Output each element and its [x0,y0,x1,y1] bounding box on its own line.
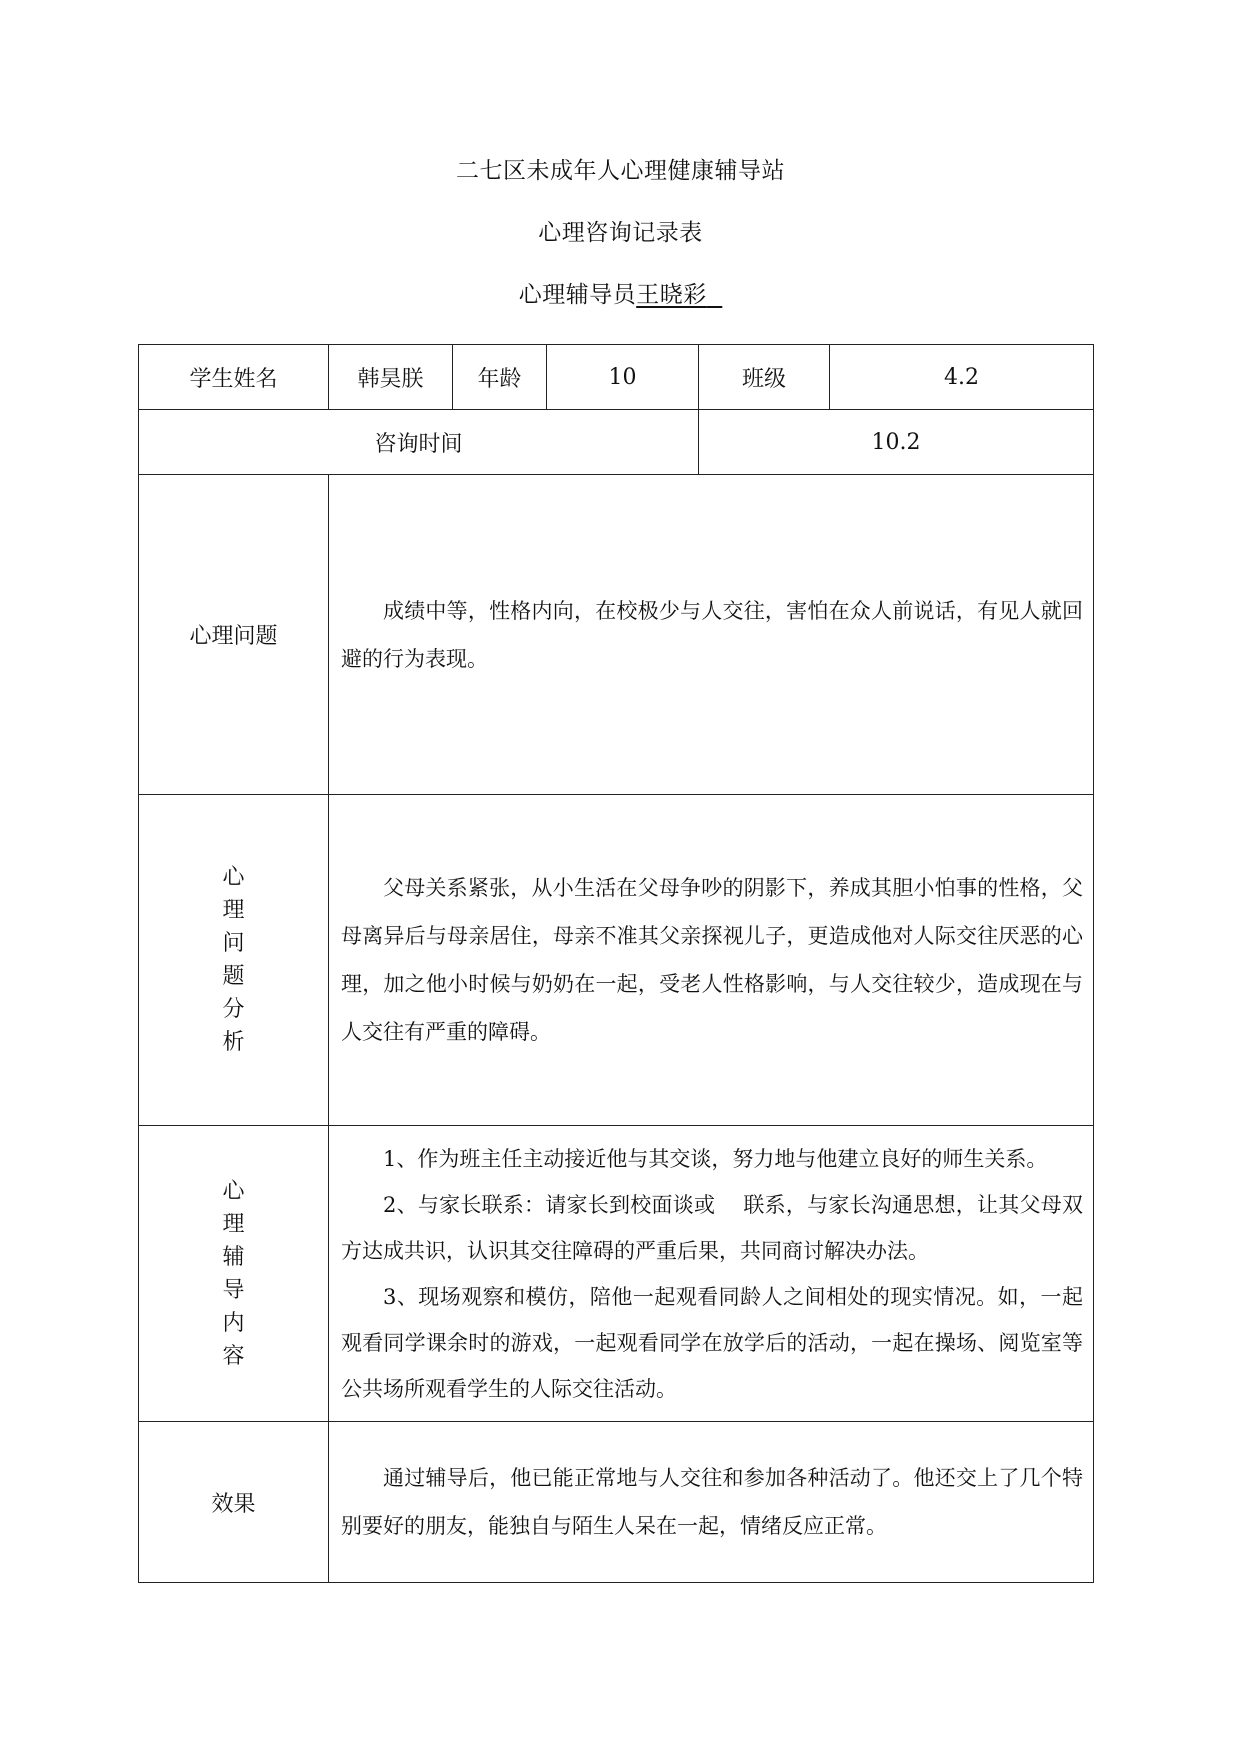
analysis-label [139,795,329,1126]
student-name-label: 学生姓名 [139,345,329,410]
guidance-item: 3、现场观察和模仿，陪他一起观看同龄人之间相处的现实情况。如，一起观看同学课余时的游戏，一起观看同学在放学后的活动，一起在操场、阅览室等公共场所观看学生的人际交往活动。 [341,1284,1083,1401]
student-info-row [139,345,1094,410]
student-name-value: 韩昊朕 [329,345,453,410]
analysis-cell [329,795,1094,1126]
guidance-item: 2、与家长联系：请家长到校面谈或 联系，与家长沟通思想，让其父母双方达成共识，认识其交往障碍的严重后果，共同商讨解决办法。 [341,1192,1083,1263]
age-label: 年龄 [453,345,547,410]
effect-text: 通过辅导后，他已能正常地与人交往和参加各种活动了。他还交上了几个特别要好的朋友，能独自与陌生人呆在一起，情绪反应正常。 [341,1466,1083,1538]
consult-time-label: 咨询时间 [139,410,699,475]
class-label: 班级 [699,345,830,410]
counselor-line [0,280,1241,310]
form-title: 心理咨询记录表 [538,220,703,246]
analysis-label-char: 分 [222,997,245,1022]
consult-time-row [139,410,1094,475]
effect-cell [329,1422,1094,1583]
analysis-text: 父母关系紧张，从小生活在父母争吵的阴影下，养成其胆小怕事的性格，父母离异后与母亲居住，母亲不准其父亲探视儿子，更造成他对人际交往厌恶的心理，加之他小时候与奶奶在一起，受老人性格影响，与人交往较少，造成现在与人交往有严重的障碍。 [341,876,1083,1044]
analysis-label-char: 理 [222,898,245,923]
guidance-item: 1、作为班主任主动接近他与其交谈，努力地与他建立良好的师生关系。 [383,1146,1048,1171]
guidance-label-char: 心 [222,1178,245,1204]
analysis-label-char: 心 [222,865,245,890]
analysis-label-char: 题 [222,964,245,989]
guidance-cell [329,1126,1094,1422]
class-value: 4.2 [830,345,1094,410]
problem-label: 心理问题 [139,475,329,795]
guidance-label-char: 辅 [222,1244,245,1270]
analysis-label-char: 析 [222,1030,245,1055]
guidance-label-char: 理 [222,1211,245,1237]
guidance-label-char: 容 [222,1343,245,1369]
problem-text: 成绩中等，性格内向，在校极少与人交往，害怕在众人前说话，有见人就回避的行为表现。 [341,598,1083,671]
analysis-label-char: 问 [222,931,245,956]
effect-label: 效果 [139,1422,329,1583]
analysis-row [139,795,1094,1126]
guidance-label [139,1126,329,1422]
guidance-label-char: 导 [222,1277,245,1303]
consult-time-value: 10.2 [699,410,1094,475]
guidance-row [139,1126,1094,1422]
guidance-label-char: 内 [222,1310,245,1336]
organization-title: 二七区未成年人心理健康辅导站 [456,158,785,184]
problem-row [139,475,1094,795]
guidance-label-vertical [139,1175,328,1373]
counselor-label: 心理辅导员 [518,282,637,308]
analysis-label-vertical [139,861,328,1059]
problem-cell [329,475,1094,795]
consultation-record-table [138,344,1094,1583]
guidance-list [329,1136,1093,1412]
age-value: 10 [547,345,699,410]
effect-row [139,1422,1094,1583]
counselor-name: 王晓彩 [636,282,707,308]
